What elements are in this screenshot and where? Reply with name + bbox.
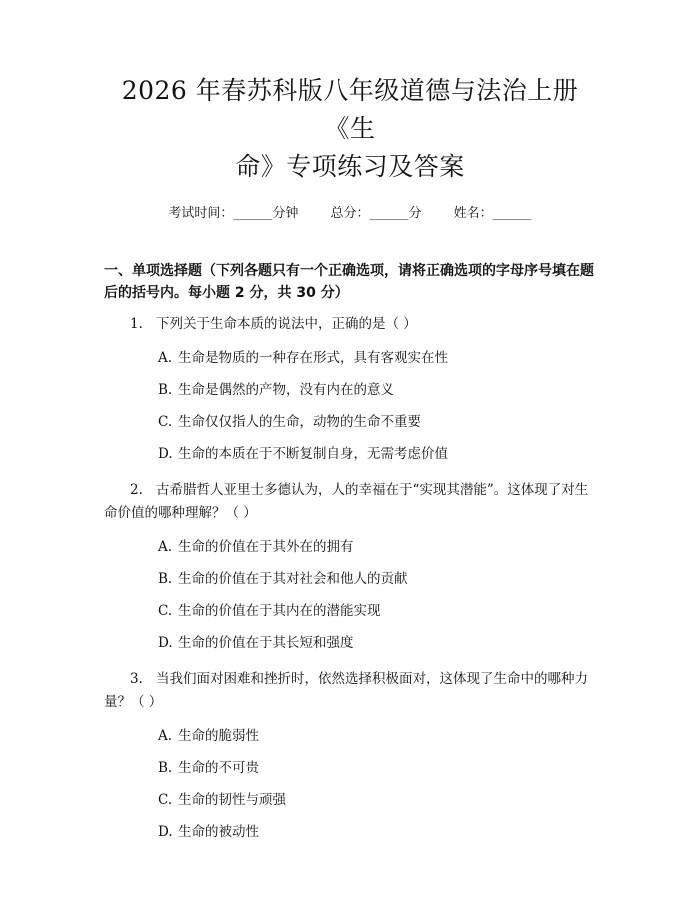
question-text: 当我们面对困难和挫折时，依然选择积极面对，这体现了生命中的哪种力量？（ ） (104, 671, 588, 710)
option-c: C. 生命的韧性与顽强 (158, 792, 286, 808)
option-c: C. 生命的价值在于其内在的潜能实现 (158, 603, 381, 619)
question-3-options (104, 720, 596, 848)
title-line-1: 2026 年春苏科版八年级道德与法治上册《生 (121, 76, 579, 143)
total-score-field: 总分：______分 (330, 206, 422, 221)
question-number: 2. (130, 482, 143, 498)
option-a: A. 生命是物质的一种存在形式，具有客观实在性 (158, 350, 448, 366)
option-b: B. 生命的价值在于其对社会和他人的贡献 (158, 571, 408, 587)
question-number: 1. (130, 316, 143, 332)
question-2-options (104, 531, 596, 659)
section-heading: 一、单项选择题（下列各题只有一个正确选项，请将正确选项的字母序号填在题后的括号内。每小题 2 分，共 30 分） (104, 263, 594, 301)
question-3 (104, 668, 596, 714)
option-a: A. 生命的脆弱性 (158, 728, 259, 744)
title-line-2: 命》专项练习及答案 (235, 152, 465, 181)
option-d: D. 生命的被动性 (158, 824, 259, 840)
question-2 (104, 479, 596, 525)
option-b: B. 生命的不可贵 (158, 760, 259, 776)
question-text: 古希腊哲人亚里士多德认为，人的幸福在于“实现其潜能”。这体现了对生命价值的哪种理解？（ ） (104, 482, 589, 521)
exam-meta (104, 204, 596, 224)
question-text: 下列关于生命本质的说法中，正确的是（ ） (156, 316, 417, 332)
option-a: A. 生命的价值在于其外在的拥有 (158, 539, 354, 555)
question-1 (104, 313, 596, 336)
question-1-options (104, 342, 596, 470)
document-title (104, 72, 596, 186)
exam-time-field: 考试时间：______分钟 (168, 206, 299, 221)
student-name-field: 姓名：______ (453, 206, 532, 221)
option-c: C. 生命仅仅指人的生命，动物的生命不重要 (158, 414, 421, 430)
option-b: B. 生命是偶然的产物，没有内在的意义 (158, 382, 394, 398)
question-number: 3. (130, 671, 143, 687)
option-d: D. 生命的价值在于其长短和强度 (158, 635, 354, 651)
option-d: D. 生命的本质在于不断复制自身，无需考虑价值 (158, 446, 448, 462)
